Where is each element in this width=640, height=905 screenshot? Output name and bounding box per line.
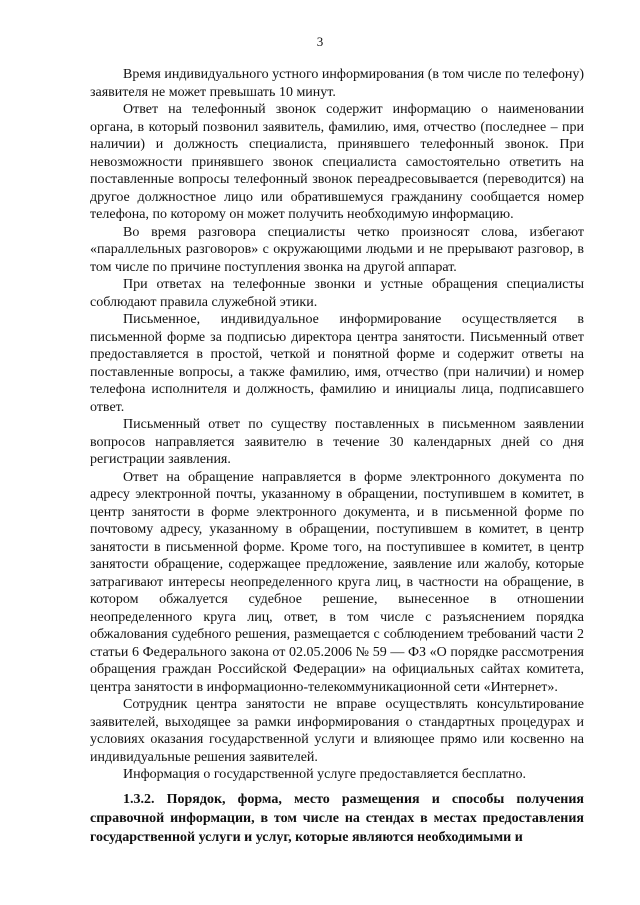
paragraph-electronic-response: Ответ на обращение направляется в форме электронного документа по адресу электронной почты, указанному в обращении, поступившем в комитет, в центр занятости в форме электронного документа, и в письменной форме по почтовому адресу, указанному в обращении, поступившем в комитет, в центр занятости в письменной форме. Кроме того, на поступившее в комитет, в центр занятости обращение, содержащее предложение, заявление или жалобу, которые затрагивают интересы неопределенного круга лиц, в частности на обращение, в котором обжалуется судебное решение, вынесенное в отношении неопределенного круга лиц, ответ, в том числе с разъяснением порядка обжалования судебного решения, размещается с соблюдением требований части 2 статьи 6 Федерального закона от 02.05.2006 № 59 — ФЗ «О порядке рассмотрения обращения граждан Российской Федерации» на официальных сайтах комитета, центра занятости в информационно-телекоммуникационной сети «Интернет». [90, 469, 584, 695]
paragraph-consulting-limits: Сотрудник центра занятости не вправе осуществлять консультирование заявителей, выходящее за рамки информирования о стандартных процедурах и условиях оказания государственной услуги и влияющее прямо или косвенно на индивидуальные решения заявителей. [90, 697, 584, 765]
paragraph-conversation-rules: Во время разговора специалисты четко произносят слова, избегают «параллельных разговоров» с окружающими людьми и не прерывают разговор, в том числе по причине поступления звонка на другой аппарат. [90, 224, 584, 275]
paragraph-service-ethics: При ответах на телефонные звонки и устные обращения специалисты соблюдают правила служебной этики. [90, 277, 584, 310]
paragraph-written-informing: Письменное, индивидуальное информирование осуществляется в письменной форме за подписью директора центра занятости. Письменный ответ предоставляется в простой, четкой и понятной форме и содержит ответы на поставленные вопросы, а также фамилию, имя, отчество (при наличии) и номер телефона исполнителя и должность, фамилию и инициалы лица, подписавшего ответ. [90, 312, 584, 415]
paragraph-written-response-deadline: Письменный ответ по существу поставленных в письменном заявлении вопросов направляется заявителю в течение 30 календарных дней со дня регистрации заявления. [90, 417, 584, 467]
paragraph-oral-time-limit: Время индивидуального устного информирования (в том числе по телефону) заявителя не может превышать 10 минут. [90, 67, 584, 100]
paragraph-phone-response: Ответ на телефонный звонок содержит информацию о наименовании органа, в который позвонил заявитель, фамилию, имя, отчество (последнее – при наличии) и должность специалиста, принявшего телефонный звонок. При невозможности принявшего звонок специалиста самостоятельно ответить на поставленные вопросы телефонный звонок переадресовывается (переводится) на другое должностное лицо или обратившемуся гражданину сообщается номер телефона, по которому он может получить необходимую информацию. [90, 102, 584, 222]
paragraph-free-information: Информация о государственной услуге предоставляется бесплатно. [123, 767, 526, 782]
document-body [90, 66, 584, 784]
section-heading: 1.3.2. Порядок, форма, место размещения и способы получения справочной информации, в том числе на стендах в местах предоставления государственной услуги и услуг, которые являются необходимыми и [90, 792, 584, 845]
page-number: 3 [316, 34, 324, 49]
